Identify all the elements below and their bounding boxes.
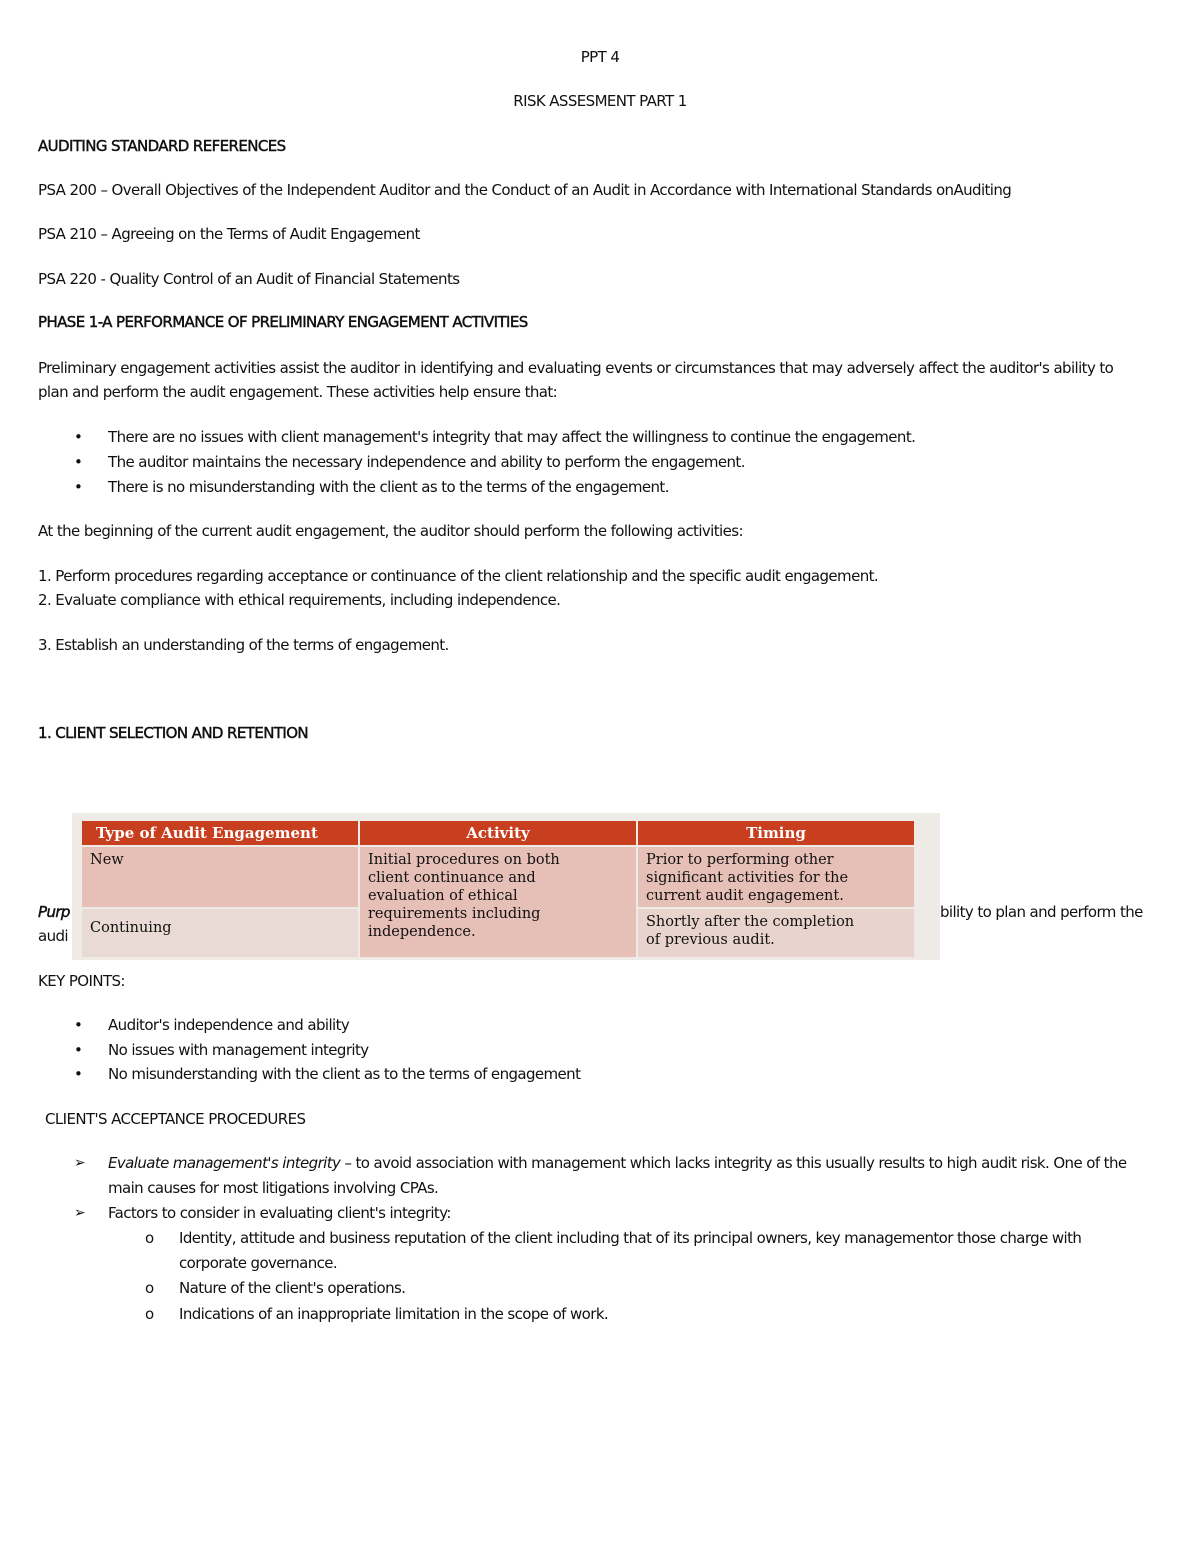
table-cell-timing-new — [637, 846, 914, 908]
standard-psa200: PSA 200 – Overall Objectives of the Independent Auditor and the Conduct of an Audit in Accordance with International Standards onAuditing — [38, 181, 1012, 199]
arrow-bullet-icon: ➢ — [74, 1155, 86, 1171]
purpose-text-right: bility to plan and perform the — [940, 903, 1143, 921]
step-3: 3. Establish an understanding of the terms of engagement. — [38, 636, 449, 654]
sub-bullet-icon: o — [145, 1305, 154, 1323]
doc-code: PPT 4 — [580, 48, 620, 66]
phase-intro-line2: plan and perform the audit engagement. These activities help ensure that: — [38, 383, 558, 401]
phase-heading: PHASE 1-A PERFORMANCE OF PRELIMINARY ENGAGEMENT ACTIVITIES — [38, 313, 528, 331]
client-selection-heading: 1. CLIENT SELECTION AND RETENTION — [38, 724, 309, 742]
table-header-activity: Activity — [359, 821, 637, 846]
table-cell-activity — [359, 846, 637, 957]
phase-bullet-1: There are no issues with client management's integrity that may affect the willingness to continue the engagement. — [108, 428, 916, 446]
timing-line: current audit engagement. — [646, 888, 844, 904]
timing-line: of previous audit. — [646, 932, 775, 948]
acceptance-item-1-rest: – to avoid association with management which lacks integrity as this usually results to high audit risk. One of the — [340, 1154, 1127, 1172]
timing-line: Shortly after the completion — [646, 914, 855, 930]
sub-bullet-icon: o — [145, 1279, 154, 1297]
beginning-text: At the beginning of the current audit engagement, the auditor should perform the following activities: — [38, 522, 743, 540]
table-cell-type-continuing: Continuing — [82, 908, 359, 957]
acceptance-item-2: Factors to consider in evaluating client's integrity: — [108, 1204, 451, 1222]
table-cell-timing-continuing — [637, 908, 914, 957]
arrow-bullet-icon: ➢ — [74, 1205, 86, 1221]
acceptance-item-1-italic: Evaluate management's integrity — [108, 1154, 341, 1172]
activity-line: independence. — [368, 924, 476, 940]
activity-line: Initial procedures on both — [368, 852, 560, 868]
acceptance-item-1 — [108, 1153, 1127, 1173]
bullet-icon: • — [74, 1016, 83, 1034]
table-header-type: Type of Audit Engagement — [82, 821, 359, 846]
page-title: RISK ASSESMENT PART 1 — [513, 92, 687, 110]
bullet-icon: • — [74, 478, 83, 496]
key-point-2: No issues with management integrity — [108, 1041, 369, 1059]
key-point-1: Auditor's independence and ability — [108, 1016, 350, 1034]
table-cell-type-new: New — [82, 846, 359, 908]
phase-intro-line1: Preliminary engagement activities assist the auditor in identifying and evaluating events or circumstances that may adversely affect the auditor's ability to — [38, 359, 1114, 377]
table-header-timing: Timing — [637, 821, 914, 846]
sub-item-c: Indications of an inappropriate limitation in the scope of work. — [179, 1305, 609, 1323]
activity-line: requirements including — [368, 906, 541, 922]
sub-item-b: Nature of the client's operations. — [179, 1279, 406, 1297]
bullet-icon: • — [74, 1041, 83, 1059]
bullet-icon: • — [74, 453, 83, 471]
activity-line: evaluation of ethical — [368, 888, 518, 904]
purpose-text-left-line2: audi — [38, 927, 68, 945]
sub-bullet-icon: o — [145, 1229, 154, 1247]
standards-heading: AUDITING STANDARD REFERENCES — [38, 137, 286, 155]
phase-bullet-3: There is no misunderstanding with the client as to the terms of the engagement. — [108, 478, 669, 496]
activity-line: client continuance and — [368, 870, 536, 886]
standard-psa220: PSA 220 - Quality Control of an Audit of Financial Statements — [38, 270, 460, 288]
acceptance-heading: CLIENT'S ACCEPTANCE PROCEDURES — [45, 1110, 306, 1128]
engagement-table — [82, 821, 914, 957]
acceptance-item-1-line2: main causes for most litigations involving CPAs. — [108, 1179, 439, 1197]
step-1: 1. Perform procedures regarding acceptance or continuance of the client relationship and the specific audit engagement. — [38, 567, 879, 585]
bullet-icon: • — [74, 1065, 83, 1083]
sub-item-a-line2: corporate governance. — [179, 1254, 338, 1272]
step-2: 2. Evaluate compliance with ethical requirements, including independence. — [38, 591, 561, 609]
timing-line: Prior to performing other — [646, 852, 834, 868]
engagement-table-image — [72, 813, 940, 960]
bullet-icon: • — [74, 428, 83, 446]
purpose-text-left: Purp — [38, 903, 70, 921]
sub-item-a-line1: Identity, attitude and business reputation of the client including that of its principal owners, key managementor those charge with — [179, 1229, 1082, 1247]
standard-psa210: PSA 210 – Agreeing on the Terms of Audit Engagement — [38, 225, 420, 243]
key-point-3: No misunderstanding with the client as to the terms of engagement — [108, 1065, 581, 1083]
key-points-heading: KEY POINTS: — [38, 972, 125, 990]
phase-bullet-2: The auditor maintains the necessary independence and ability to perform the engagement. — [108, 453, 745, 471]
timing-line: significant activities for the — [646, 870, 849, 886]
